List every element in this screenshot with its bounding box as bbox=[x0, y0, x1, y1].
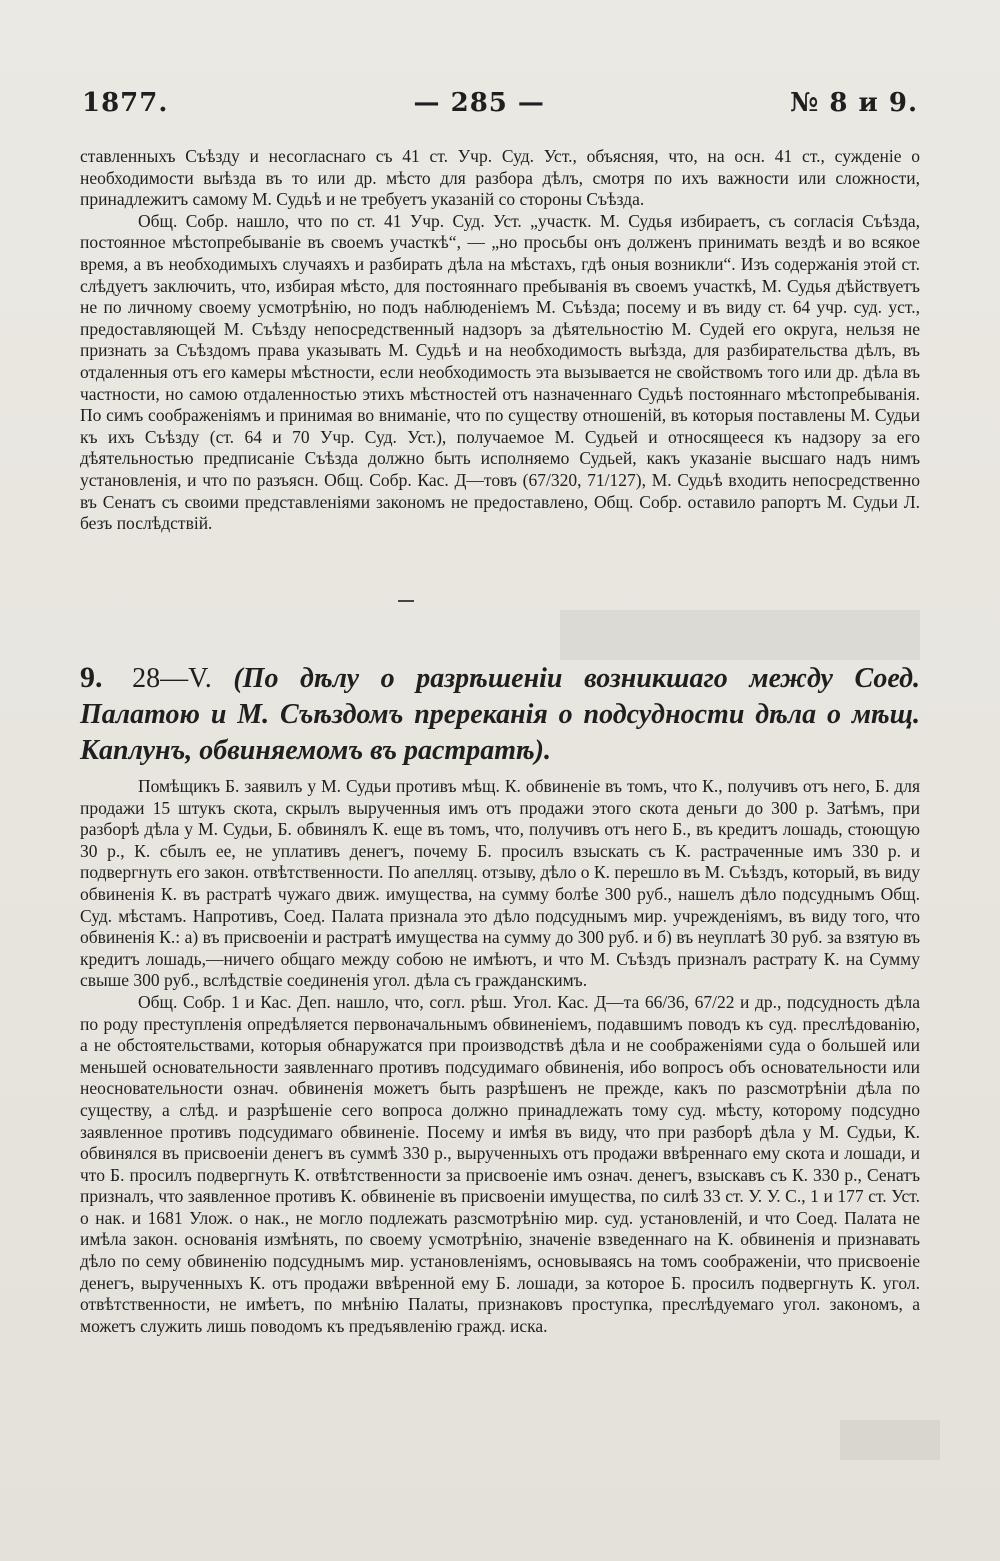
ink-dash-mark bbox=[398, 600, 414, 602]
bleed-through-shadow bbox=[560, 610, 920, 660]
paragraph: ставленныхъ Съѣзду и несогласнаго съ 41 ст. Учр. Суд. Уст., объясняя, что, на осн. 41 ст., сужденіе о необходимости выѣзда въ то или др. мѣсто для разбора дѣлъ, смотря по ихъ важности или сложности, принадлежитъ самому М. Судьѣ и не требуетъ указаній со стороны Съѣзда. bbox=[80, 146, 920, 210]
paragraph: Общ. Собр. нашло, что по ст. 41 Учр. Суд. Уст. „участк. М. Судья избираетъ, съ согласія Съѣзда, постоянное мѣстопребываніе въ своемъ участкѣ“, — „но просьбы онъ долженъ принимать вездѣ и во всякое время, а въ необходимыхъ случаяхъ и разбирать дѣла на мѣстахъ, гдѣ оныя возникли“. Изъ содержанія этой ст. слѣдуетъ заключить, что, избирая мѣсто, для постояннаго пребыванія въ своемъ участкѣ, М. Судья дѣйствуетъ не по личному своему усмотрѣнію, но подъ наблюденіемъ М. Съѣзда; посему и въ виду ст. 64 учр. суд. уст., предоставляющей М. Съѣзду непосредственный надзоръ за дѣятельностію М. Судей его округа, нельзя не признать за Съѣздомъ права указывать М. Судьѣ и на необходимость выѣзда, для разбирательства дѣлъ, въ отдаленныя отъ его камеры мѣстности, если необходимость эта вызывается не свойствомъ того или др. дѣла въ частности, но самою отдаленностью этихъ мѣстностей отъ назначеннаго Судьѣ постояннаго мѣстопребыванія. По симъ соображеніямъ и принимая во вниманіе, что по существу отношеній, въ которыя поставлены М. Судьи къ ихъ Съѣзду (ст. 64 и 70 Учр. Суд. Уст.), получаемое М. Судьей и относящееся къ надзору за его дѣятельностью предписаніе Съѣзда должно быть исполняемо Судьей, какъ указаніе высшаго надъ нимъ установленія, и что по разъясн. Общ. Собр. Кас. Д—товъ (67/320, 71/127), М. Судьѣ входить непосредственно въ Сенатъ съ своими представленіями закономъ не предоставлено, Общ. Собр. оставило рапортъ М. Судьи Л. безъ послѣдствій. bbox=[80, 210, 920, 534]
section-title: (По дѣлу о разрѣшеніи возникшаго между Соед. Палатою и М. Съѣздомъ пререканія о подсудности дѣла о мѣщ. Каплунъ, обвиняемомъ въ растратѣ). bbox=[80, 663, 920, 766]
header-issue-number: № 8 и 9. bbox=[790, 88, 918, 118]
text-block-section bbox=[80, 776, 920, 1337]
section-heading bbox=[80, 660, 920, 769]
paragraph: Помѣщикъ Б. заявилъ у М. Судьи противъ мѣщ. К. обвиненіе въ томъ, что К., получивъ отъ него, Б. для продажи 15 штукъ скота, скрылъ вырученныя имъ отъ продажи этого скота деньги до 300 р. Затѣмъ, при разборѣ дѣла у М. Судьи, Б. обвинялъ К. еще въ томъ, что, получивъ отъ него Б., въ кредитъ лошадь, стоющую 30 р., К. сбылъ ее, не уплативъ денегъ, почему Б. просилъ взыскать съ К. растраченные имъ 330 р. и подвергнуть его закон. отвѣтственности. По апелляц. отзыву, дѣло о К. перешло въ М. Съѣздъ, который, въ виду обвиненія К. въ растратѣ чужаго движ. имущества, на сумму болѣе 300 руб., нашелъ дѣло подсуднымъ Общ. Суд. мѣстамъ. Напротивъ, Соед. Палата признала это дѣло подсуднымъ мир. учрежденіямъ, въ виду того, что обвиненія К.: а) въ присвоеніи и растратѣ имущества на сумму до 300 руб. и б) въ неуплатѣ 30 руб. за взятую въ кредитъ лошадь,—ничего общаго между собою не имѣютъ, и что М. Съѣздъ призналъ растрату К. на Сумму свыше 300 руб., вслѣдствіе соединенія угол. дѣла съ гражданскимъ. bbox=[80, 776, 920, 991]
section-date: 28—V. bbox=[132, 663, 212, 694]
page-header bbox=[82, 88, 918, 118]
header-year: 1877. bbox=[82, 88, 169, 118]
header-page-number: — 285 — bbox=[413, 88, 545, 118]
paragraph: Общ. Собр. 1 и Кас. Деп. нашло, что, согл. рѣш. Угол. Кас. Д—та 66/36, 67/22 и др., подсудность дѣла по роду преступленія опредѣляется первоначальнымъ обвиненіемъ, подавшимъ поводъ къ суд. преслѣдованію, а не обстоятельствами, которыя обнаружатся при производствѣ дѣла и не соображеніями суда о большей или меньшей основательности заявленнаго противъ подсудимаго обвиненія, ибо вопросъ объ основательности или неосновательности означ. обвиненія можетъ быть разрѣшенъ не прежде, какъ по разсмотрѣніи дѣла по существу, а слѣд. и разрѣшеніе сего вопроса должно принадлежать тому суд. мѣсту, которому подсудно заявленное противъ подсудимаго обвиненіе. Посему и имѣя въ виду, что при разборѣ дѣла у М. Судьи, К. обвинялся въ присвоеніи денегъ въ суммѣ 330 р., вырученныхъ отъ продажи ввѣреннаго ему скота и лошади, и что Б. просилъ подвергнуть К. отвѣтственности за присвоеніе имъ означ. денегъ, взыскавъ съ К. 330 р., Сенатъ призналъ, что заявленное противъ К. обвиненіе въ присвоеніи имущества, по силѣ 33 ст. У. У. С., 1 и 177 ст. Уст. о нак. и 1681 Улож. о нак., не могло подлежать разсмотрѣнію мир. суд. установленій, и что Соед. Палата не имѣла закон. основанія измѣнять, по своему усмотрѣнію, значеніе взведеннаго на К. обвиненія и признавать дѣло по сему обвиненію подсуднымъ мир. установленіямъ, основываясь на томъ соображеніи, что присвоеніе денегъ, вырученныхъ К. отъ продажи ввѣренной ему Б. лошади, за которое Б. просилъ подвергнуть К. угол. отвѣтственности, не имѣетъ, по мнѣнію Палаты, признаковъ проступка, преслѣдуемаго угол. закономъ, а можетъ служить лишь поводомъ къ предъявленію гражд. иска. bbox=[80, 991, 920, 1336]
section-number: 9. bbox=[80, 661, 103, 694]
text-block-continued bbox=[80, 146, 920, 535]
bleed-through-shadow bbox=[840, 1420, 940, 1460]
